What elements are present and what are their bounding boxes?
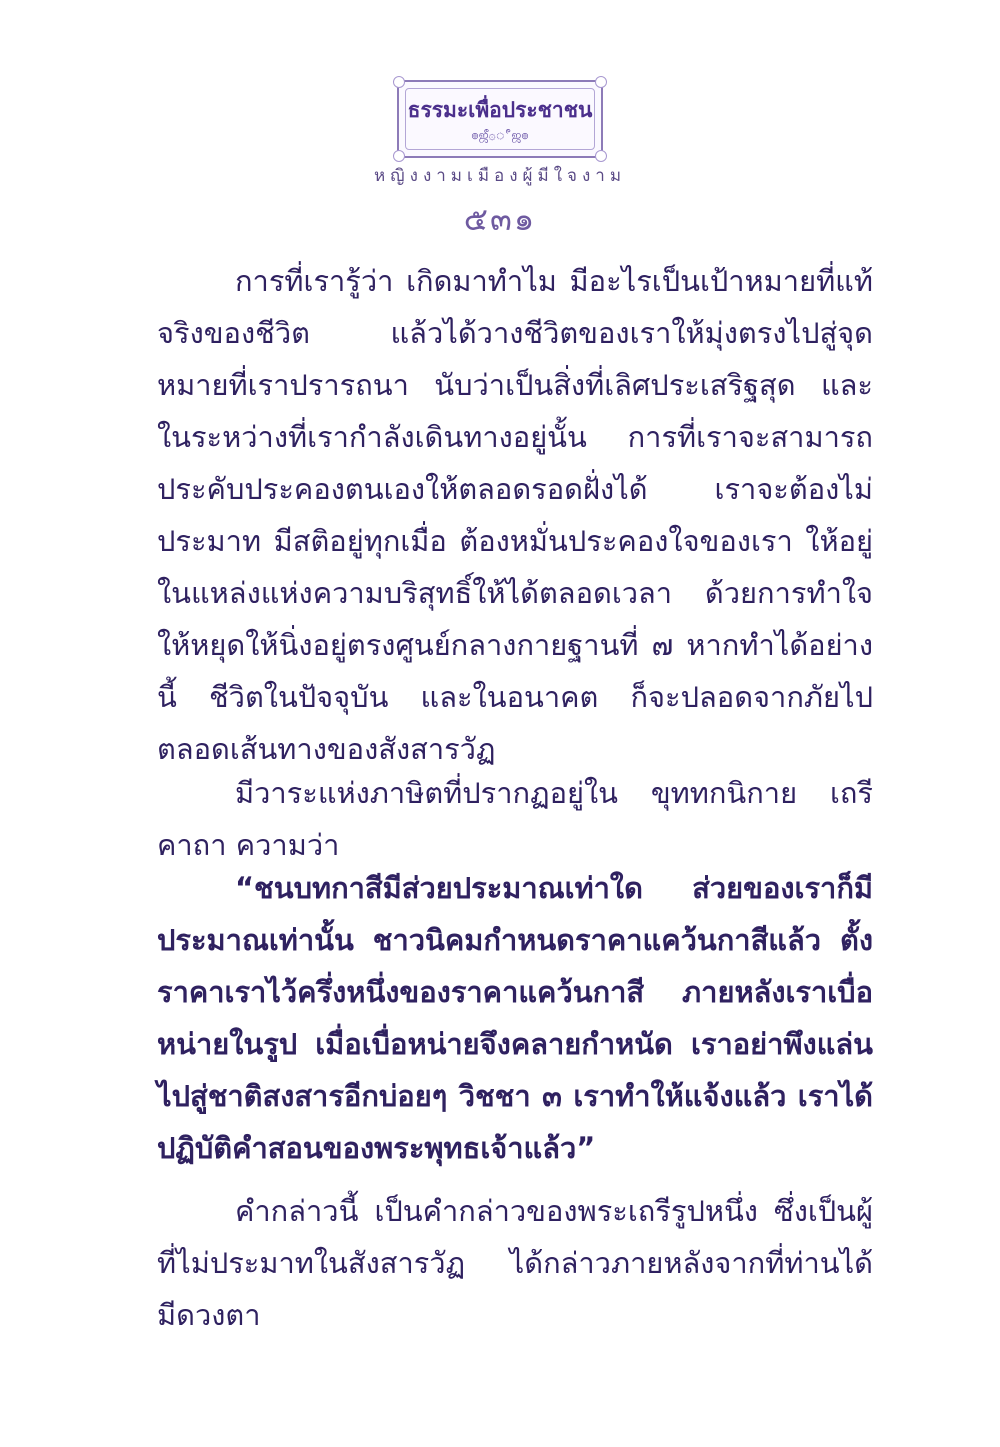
page-number: ๕๓๑ (463, 200, 537, 238)
scripture-quote (157, 862, 873, 1174)
body-paragraph-1 (157, 255, 873, 775)
logo-ornament-icon (393, 150, 405, 162)
book-logo (397, 80, 603, 158)
logo-ornament-icon (595, 76, 607, 88)
body-paragraph-2 (157, 767, 873, 871)
paragraph-text: มีวาระแห่งภาษิตที่ปรากฏอยู่ใน ขุททกนิกาย เถรีคาถา ความว่า (157, 776, 873, 862)
paragraph-text: คำกล่าวนี้ เป็นคำกล่าวของพระเถรีรูปหนึ่ง ซึ่งเป็นผู้ที่ไม่ประมาทในสังสารวัฏ ได้กล่าวภายหลังจากที่ท่านได้มีดวงตา (157, 1194, 873, 1332)
chapter-subtitle: หญิงงามเมืองผู้มีใจงาม (373, 166, 627, 186)
logo-ornament-icon (393, 76, 405, 88)
logo-subtitle: ๏ஜீ۞ீஜ๏ (471, 128, 529, 142)
quote-text: “ชนบทกาสีมีส่วยประมาณเท่าใด ส่วยของเราก็มีประมาณเท่านั้น ชาวนิคมกำหนดราคาแคว้นกาสีแล้ว ตั้งราคาเราไว้ครึ่งหนึ่งของราคาแคว้นกาสี ภายหลังเราเบื่อหน่ายในรูป เมื่อเบื่อหน่ายจึงคลายกำหนัด เราอย่าพึงแล่นไปสู่ชาติสงสารอีกบ่อยๆ วิชชา ๓ เราทำให้แจ้งแล้ว เราได้ปฏิบัติคำสอนของพระพุทธเจ้าแล้ว” (157, 871, 873, 1165)
logo-title: ธรรมะเพื่อประชาชน (407, 97, 593, 122)
body-paragraph-3 (157, 1185, 873, 1341)
logo-ornament-icon (595, 150, 607, 162)
paragraph-text: การที่เรารู้ว่า เกิดมาทำไม มีอะไรเป็นเป้าหมายที่แท้จริงของชีวิต แล้วได้วางชีวิตของเราให้มุ่งตรงไปสู่จุดหมายที่เราปรารถนา นับว่าเป็นสิ่งที่เลิศประเสริฐสุด และในระหว่างที่เรากำลังเดินทางอยู่นั้น การที่เราจะสามารถประคับประคองตนเองให้ตลอดรอดฝั่งได้ เราจะต้องไม่ประมาท มีสติอยู่ทุกเมื่อ ต้องหมั่นประคองใจของเรา ให้อยู่ในแหล่งแห่งความบริสุทธิ์ให้ได้ตลอดเวลา ด้วยการทำใจให้หยุดให้นิ่งอยู่ตรงศูนย์กลางกายฐานที่ ๗ หากทำได้อย่างนี้ ชีวิตในปัจจุบัน และในอนาคต ก็จะปลอดจากภัยไปตลอดเส้นทางของสังสารวัฏ (157, 264, 873, 766)
